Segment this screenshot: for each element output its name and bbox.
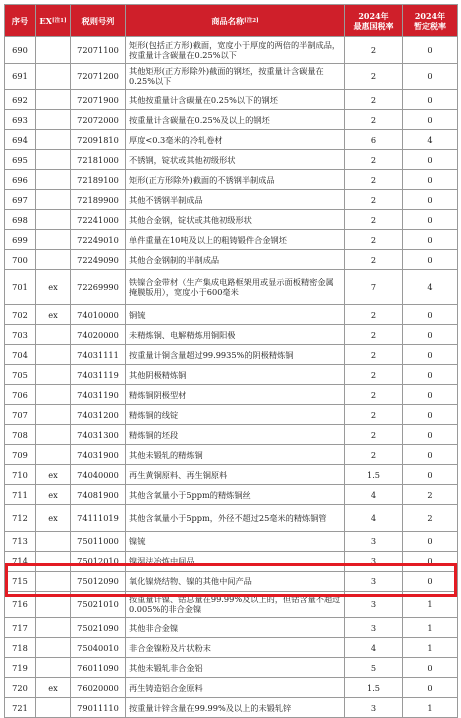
cell-code: 72071200 xyxy=(71,63,126,90)
table-row xyxy=(5,385,458,405)
cell-provisional-rate: 1 xyxy=(403,591,458,618)
cell-seq: 708 xyxy=(5,425,36,445)
cell-name: 镍湿法冶炼中间品 xyxy=(126,551,345,571)
header-mfn-line2: 最惠国税率 xyxy=(353,20,394,31)
cell-code: 72249090 xyxy=(71,250,126,270)
tariff-table xyxy=(4,4,458,718)
table-row xyxy=(5,150,458,170)
cell-name: 按重量计镍、钴总量在99.99%及以上的，但钴含量不超过0.005%的非合金镍 xyxy=(126,591,345,618)
header-mfn-line1: 2024年 xyxy=(358,10,389,21)
cell-seq: 700 xyxy=(5,250,36,270)
cell-mfn-rate: 2 xyxy=(345,37,403,64)
cell-seq: 715 xyxy=(5,571,36,591)
cell-mfn-rate: 2 xyxy=(345,150,403,170)
cell-ex xyxy=(36,325,71,345)
table-row xyxy=(5,210,458,230)
table-row xyxy=(5,658,458,678)
header-prov-line1: 2024年 xyxy=(414,10,446,21)
cell-provisional-rate: 1 xyxy=(403,698,458,718)
table-row-highlighted xyxy=(5,591,458,618)
cell-name: 其他未锻轧的精炼铜 xyxy=(126,445,345,465)
cell-seq: 701 xyxy=(5,270,36,305)
table-row xyxy=(5,698,458,718)
header-ex xyxy=(36,5,71,37)
cell-mfn-rate: 2 xyxy=(345,230,403,250)
cell-mfn-rate: 3 xyxy=(345,698,403,718)
table-row xyxy=(5,465,458,485)
cell-provisional-rate: 0 xyxy=(403,250,458,270)
cell-name: 精炼铜阴极型材 xyxy=(126,385,345,405)
cell-ex xyxy=(36,365,71,385)
cell-ex xyxy=(36,405,71,425)
cell-mfn-rate: 2 xyxy=(345,345,403,365)
header-ex-note: [注1] xyxy=(52,17,67,24)
cell-seq: 710 xyxy=(5,465,36,485)
header-code: 税则号列 xyxy=(71,5,126,37)
cell-name: 精炼铜的坯段 xyxy=(126,425,345,445)
cell-mfn-rate: 2 xyxy=(345,305,403,325)
cell-ex xyxy=(36,150,71,170)
cell-mfn-rate: 3 xyxy=(345,591,403,618)
cell-code: 74040000 xyxy=(71,465,126,485)
cell-ex xyxy=(36,90,71,110)
cell-ex xyxy=(36,571,71,591)
cell-code: 75011000 xyxy=(71,531,126,551)
cell-seq: 693 xyxy=(5,110,36,130)
cell-mfn-rate: 3 xyxy=(345,551,403,571)
cell-provisional-rate: 0 xyxy=(403,37,458,64)
cell-provisional-rate: 0 xyxy=(403,325,458,345)
cell-provisional-rate: 4 xyxy=(403,130,458,150)
table-row xyxy=(5,110,458,130)
cell-seq: 713 xyxy=(5,531,36,551)
cell-name: 再生铸造铝合金原料 xyxy=(126,678,345,698)
header-prov-line2: 暂定税率 xyxy=(414,20,446,31)
cell-code: 74031200 xyxy=(71,405,126,425)
cell-mfn-rate: 3 xyxy=(345,618,403,638)
table-row xyxy=(5,405,458,425)
cell-seq: 704 xyxy=(5,345,36,365)
cell-name: 单件重量在10吨及以上的粗铸锻件合金钢坯 xyxy=(126,230,345,250)
cell-code: 75021090 xyxy=(71,618,126,638)
cell-code: 74031119 xyxy=(71,365,126,385)
cell-code: 72071100 xyxy=(71,37,126,64)
cell-ex xyxy=(36,591,71,618)
table-row xyxy=(5,190,458,210)
header-name xyxy=(126,5,345,37)
cell-seq: 697 xyxy=(5,190,36,210)
cell-code: 72181000 xyxy=(71,150,126,170)
cell-provisional-rate: 4 xyxy=(403,270,458,305)
cell-ex xyxy=(36,170,71,190)
cell-ex xyxy=(36,190,71,210)
cell-seq: 712 xyxy=(5,505,36,532)
cell-provisional-rate: 0 xyxy=(403,425,458,445)
cell-seq: 718 xyxy=(5,638,36,658)
cell-code: 75012090 xyxy=(71,571,126,591)
header-mfn-rate xyxy=(345,5,403,37)
cell-provisional-rate: 2 xyxy=(403,485,458,505)
header-seq: 序号 xyxy=(5,5,36,37)
cell-mfn-rate: 2 xyxy=(345,445,403,465)
cell-seq: 716 xyxy=(5,591,36,618)
cell-seq: 717 xyxy=(5,618,36,638)
cell-provisional-rate: 0 xyxy=(403,658,458,678)
cell-name: 其他含氧量小于5ppm的精炼铜丝 xyxy=(126,485,345,505)
cell-code: 72269990 xyxy=(71,270,126,305)
table-row xyxy=(5,445,458,465)
cell-name: 按重量计铜含量超过99.9935%的阴极精炼铜 xyxy=(126,345,345,365)
cell-seq: 721 xyxy=(5,698,36,718)
cell-seq: 706 xyxy=(5,385,36,405)
cell-ex: ex xyxy=(36,485,71,505)
table-row xyxy=(5,170,458,190)
cell-mfn-rate: 2 xyxy=(345,385,403,405)
cell-name: 非合金镍粉及片状粉末 xyxy=(126,638,345,658)
cell-name: 其他合金钢，锭状或其他初级形状 xyxy=(126,210,345,230)
cell-provisional-rate: 0 xyxy=(403,571,458,591)
cell-ex xyxy=(36,638,71,658)
cell-mfn-rate: 2 xyxy=(345,425,403,445)
header-ex-label: EX xyxy=(39,15,53,26)
cell-ex xyxy=(36,110,71,130)
table-row xyxy=(5,638,458,658)
cell-code: 72189900 xyxy=(71,190,126,210)
table-row xyxy=(5,305,458,325)
cell-name: 氧化镍烧结物、镍的其他中间产品 xyxy=(126,571,345,591)
cell-mfn-rate: 2 xyxy=(345,405,403,425)
table-row xyxy=(5,270,458,305)
cell-mfn-rate: 2 xyxy=(345,63,403,90)
cell-mfn-rate: 4 xyxy=(345,485,403,505)
cell-seq: 705 xyxy=(5,365,36,385)
cell-provisional-rate: 0 xyxy=(403,230,458,250)
cell-code: 79011110 xyxy=(71,698,126,718)
cell-code: 74031190 xyxy=(71,385,126,405)
cell-ex: ex xyxy=(36,678,71,698)
table-row xyxy=(5,130,458,150)
cell-name: 其他阴极精炼铜 xyxy=(126,365,345,385)
cell-code: 75040010 xyxy=(71,638,126,658)
cell-name: 其他含氧量小于5ppm，外径不超过25毫米的精炼铜管 xyxy=(126,505,345,532)
cell-name: 其他按重量计含碳量在0.25%以下的钢坯 xyxy=(126,90,345,110)
cell-mfn-rate: 4 xyxy=(345,638,403,658)
cell-seq: 698 xyxy=(5,210,36,230)
cell-code: 74111019 xyxy=(71,505,126,532)
cell-provisional-rate: 0 xyxy=(403,90,458,110)
cell-name: 按重量计含碳量在0.25%及以上的钢坯 xyxy=(126,110,345,130)
cell-ex xyxy=(36,210,71,230)
table-body xyxy=(5,37,458,718)
cell-ex: ex xyxy=(36,305,71,325)
cell-provisional-rate: 0 xyxy=(403,678,458,698)
header-name-label: 商品名称 xyxy=(211,15,245,26)
cell-seq: 691 xyxy=(5,63,36,90)
cell-name: 按重量计锌含量在99.99%及以上的未锻轧锌 xyxy=(126,698,345,718)
cell-provisional-rate: 0 xyxy=(403,210,458,230)
cell-code: 72071900 xyxy=(71,90,126,110)
cell-seq: 692 xyxy=(5,90,36,110)
cell-seq: 702 xyxy=(5,305,36,325)
cell-provisional-rate: 0 xyxy=(403,445,458,465)
cell-seq: 699 xyxy=(5,230,36,250)
cell-provisional-rate: 0 xyxy=(403,150,458,170)
cell-seq: 720 xyxy=(5,678,36,698)
cell-seq: 690 xyxy=(5,37,36,64)
cell-ex xyxy=(36,425,71,445)
cell-mfn-rate: 3 xyxy=(345,531,403,551)
cell-name: 再生黄铜原料、再生铜原料 xyxy=(126,465,345,485)
cell-name: 铜锍 xyxy=(126,305,345,325)
cell-code: 72241000 xyxy=(71,210,126,230)
cell-seq: 714 xyxy=(5,551,36,571)
cell-code: 72072000 xyxy=(71,110,126,130)
cell-ex: ex xyxy=(36,270,71,305)
cell-code: 74031111 xyxy=(71,345,126,365)
cell-ex xyxy=(36,250,71,270)
cell-provisional-rate: 0 xyxy=(403,531,458,551)
tariff-table-sheet xyxy=(4,4,457,718)
cell-ex xyxy=(36,551,71,571)
cell-provisional-rate: 0 xyxy=(403,465,458,485)
cell-mfn-rate: 2 xyxy=(345,325,403,345)
table-row xyxy=(5,678,458,698)
cell-mfn-rate: 3 xyxy=(345,571,403,591)
table-row xyxy=(5,571,458,591)
cell-provisional-rate: 0 xyxy=(403,345,458,365)
cell-ex xyxy=(36,345,71,365)
cell-seq: 696 xyxy=(5,170,36,190)
cell-code: 74020000 xyxy=(71,325,126,345)
cell-mfn-rate: 1.5 xyxy=(345,465,403,485)
cell-provisional-rate: 0 xyxy=(403,63,458,90)
cell-seq: 709 xyxy=(5,445,36,465)
cell-mfn-rate: 6 xyxy=(345,130,403,150)
cell-provisional-rate: 0 xyxy=(403,170,458,190)
cell-mfn-rate: 2 xyxy=(345,250,403,270)
cell-mfn-rate: 7 xyxy=(345,270,403,305)
cell-name: 其他未锻轧非合金铝 xyxy=(126,658,345,678)
table-row xyxy=(5,325,458,345)
cell-mfn-rate: 2 xyxy=(345,170,403,190)
cell-seq: 711 xyxy=(5,485,36,505)
cell-code: 75021010 xyxy=(71,591,126,618)
cell-code: 72091810 xyxy=(71,130,126,150)
table-row xyxy=(5,425,458,445)
table-row xyxy=(5,618,458,638)
table-row xyxy=(5,230,458,250)
cell-mfn-rate: 2 xyxy=(345,365,403,385)
cell-name: 镍锍 xyxy=(126,531,345,551)
cell-ex xyxy=(36,698,71,718)
header-name-note: [注2] xyxy=(244,17,259,24)
cell-provisional-rate: 0 xyxy=(403,385,458,405)
cell-seq: 694 xyxy=(5,130,36,150)
table-row xyxy=(5,250,458,270)
cell-provisional-rate: 1 xyxy=(403,638,458,658)
cell-code: 76020000 xyxy=(71,678,126,698)
cell-code: 76011090 xyxy=(71,658,126,678)
cell-mfn-rate: 2 xyxy=(345,110,403,130)
cell-ex xyxy=(36,445,71,465)
cell-provisional-rate: 1 xyxy=(403,618,458,638)
cell-provisional-rate: 2 xyxy=(403,505,458,532)
table-row xyxy=(5,63,458,90)
header-provisional-rate xyxy=(403,5,458,37)
table-row xyxy=(5,505,458,532)
cell-ex xyxy=(36,618,71,638)
cell-ex xyxy=(36,658,71,678)
table-row xyxy=(5,365,458,385)
cell-code: 75012010 xyxy=(71,551,126,571)
cell-code: 74081900 xyxy=(71,485,126,505)
cell-name: 不锈钢，锭状或其他初级形状 xyxy=(126,150,345,170)
cell-seq: 707 xyxy=(5,405,36,425)
cell-name: 精炼铜的线锭 xyxy=(126,405,345,425)
cell-ex: ex xyxy=(36,505,71,532)
cell-ex xyxy=(36,385,71,405)
cell-provisional-rate: 0 xyxy=(403,405,458,425)
cell-ex xyxy=(36,37,71,64)
cell-name: 其他非合金镍 xyxy=(126,618,345,638)
cell-name: 其他矩形(正方形除外)截面的钢坯，按重量计含碳量在0.25%以下 xyxy=(126,63,345,90)
cell-ex xyxy=(36,230,71,250)
cell-ex xyxy=(36,531,71,551)
cell-code: 74031900 xyxy=(71,445,126,465)
cell-code: 72189100 xyxy=(71,170,126,190)
cell-name: 铁镍合金带材（生产集成电路框架用或显示面板精密金属掩膜版用），宽度小于600毫米 xyxy=(126,270,345,305)
cell-mfn-rate: 2 xyxy=(345,190,403,210)
cell-name: 其他合金钢制的半制成品 xyxy=(126,250,345,270)
cell-provisional-rate: 0 xyxy=(403,365,458,385)
cell-name: 矩形(正方形除外)截面的不锈钢半制成品 xyxy=(126,170,345,190)
table-row xyxy=(5,485,458,505)
cell-mfn-rate: 2 xyxy=(345,90,403,110)
cell-mfn-rate: 5 xyxy=(345,658,403,678)
cell-seq: 719 xyxy=(5,658,36,678)
cell-seq: 703 xyxy=(5,325,36,345)
cell-name: 其他不锈钢半制成品 xyxy=(126,190,345,210)
cell-name: 矩形(包括正方形)截面，宽度小于厚度的两倍的半制成品，按重量计含碳量在0.25%以下 xyxy=(126,37,345,64)
cell-mfn-rate: 1.5 xyxy=(345,678,403,698)
table-row xyxy=(5,90,458,110)
table-row xyxy=(5,37,458,64)
cell-code: 74031300 xyxy=(71,425,126,445)
table-row xyxy=(5,551,458,571)
table-header-row xyxy=(5,5,458,37)
cell-provisional-rate: 0 xyxy=(403,110,458,130)
table-row xyxy=(5,345,458,365)
cell-ex: ex xyxy=(36,465,71,485)
cell-provisional-rate: 0 xyxy=(403,551,458,571)
cell-ex xyxy=(36,63,71,90)
cell-ex xyxy=(36,130,71,150)
table-row xyxy=(5,531,458,551)
cell-mfn-rate: 2 xyxy=(345,210,403,230)
cell-provisional-rate: 0 xyxy=(403,305,458,325)
cell-code: 72249010 xyxy=(71,230,126,250)
cell-provisional-rate: 0 xyxy=(403,190,458,210)
cell-code: 74010000 xyxy=(71,305,126,325)
cell-name: 厚度<0.3毫米的冷轧卷材 xyxy=(126,130,345,150)
cell-seq: 695 xyxy=(5,150,36,170)
cell-mfn-rate: 4 xyxy=(345,505,403,532)
cell-name: 未精炼铜、电解精炼用铜阳极 xyxy=(126,325,345,345)
